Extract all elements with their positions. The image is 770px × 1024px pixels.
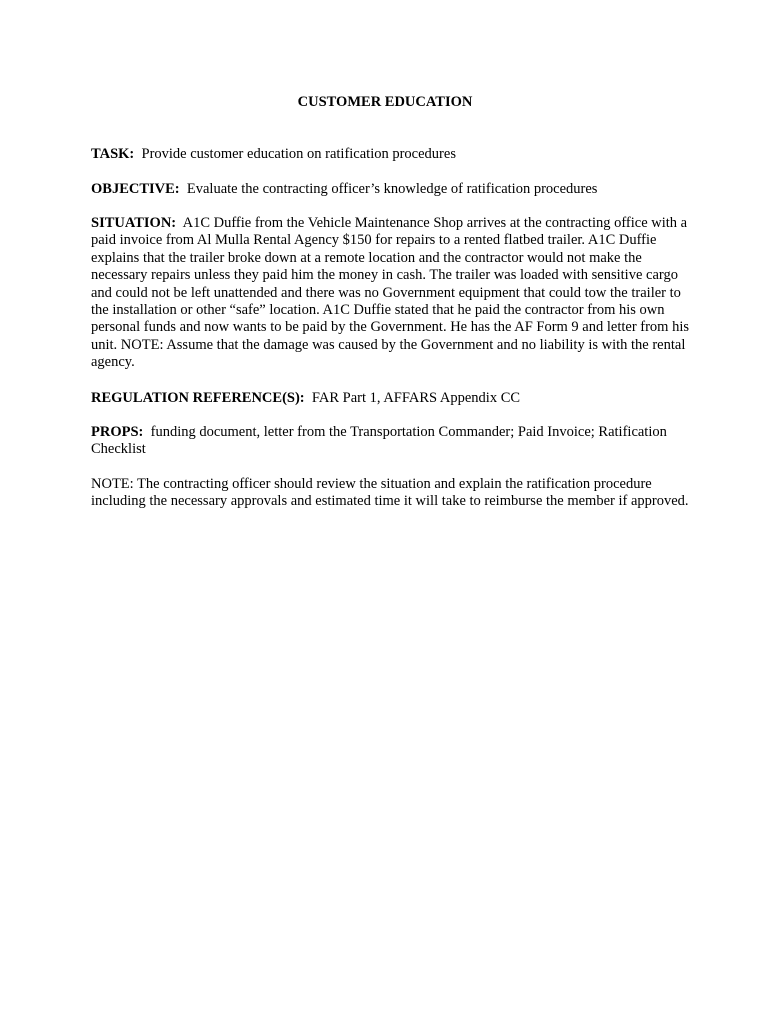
task-text: Provide customer education on ratification procedures xyxy=(141,146,456,162)
situation-text: A1C Duffie from the Vehicle Maintenance Shop arrives at the contracting office with a paid invoice from Al Mulla Rental Agency $150 for repairs to a rented flatbed trailer. A1C Duffie explains that the trailer broke down at a remote location and the contractor would not make the necessary repairs unless they paid him the money in cash. The trailer was loaded with sensitive cargo and could not be left unattended and there was no Government equipment that could tow the trailer to the installation or other “safe” location. A1C Duffie stated that he paid the contractor from his own personal funds and now wants to be paid by the Government. He has the AF Form 9 and letter from his unit. NOTE: Assume that the damage was caused by the Government and no liability is with the rental agency. xyxy=(91,215,690,371)
objective-section xyxy=(91,181,691,198)
regulation-text: FAR Part 1, AFFARS Appendix CC xyxy=(311,390,521,406)
note-text: NOTE: The contracting officer should review the situation and explain the ratification procedure including the necessary approvals and estimated time it will take to reimburse the member if approved. xyxy=(91,476,689,510)
note-section xyxy=(91,476,691,511)
objective-text: Evaluate the contracting officer’s knowledge of ratification procedures xyxy=(186,181,598,197)
regulation-section xyxy=(91,390,691,407)
regulation-label: REGULATION REFERENCE(S): xyxy=(91,390,305,406)
props-text: funding document, letter from the Transportation Commander; Paid Invoice; Ratification Checklist xyxy=(91,424,667,458)
situation-label: SITUATION: xyxy=(91,215,177,231)
props-label: PROPS: xyxy=(91,424,144,440)
props-section xyxy=(91,424,691,459)
document-title: CUSTOMER EDUCATION xyxy=(297,94,473,110)
objective-label: OBJECTIVE: xyxy=(91,181,180,197)
task-section xyxy=(91,146,691,163)
situation-section xyxy=(91,215,691,372)
task-label: TASK: xyxy=(91,146,135,162)
